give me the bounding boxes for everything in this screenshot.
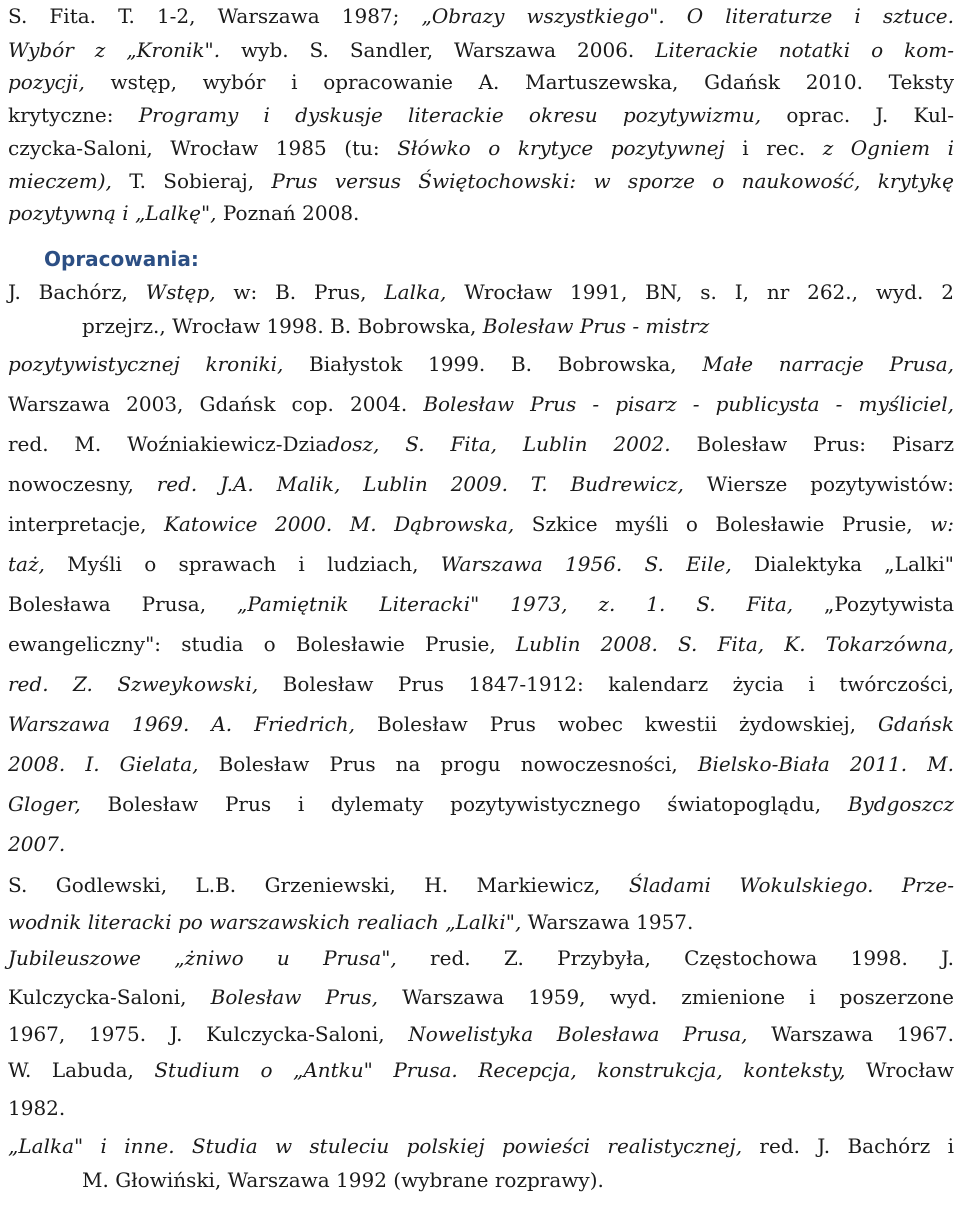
italic-text: w: <box>930 512 955 536</box>
text-line <box>8 201 954 225</box>
text-segment: Wrocław <box>845 1058 954 1082</box>
text-line <box>8 38 954 62</box>
text-segment: red. Z. Przybyła, Częstochowa 1998. J. <box>396 946 954 970</box>
text-segment: Wrocław 1991, BN, s. I, nr 262., wyd. 2 <box>446 280 954 304</box>
text-line <box>8 4 954 28</box>
italic-text: Nowelistyka Bolesława Prusa, <box>408 1022 748 1046</box>
italic-text: Śladami Wokulskiego. Prze- <box>628 873 954 897</box>
italic-text: z Ogniem i <box>822 136 954 160</box>
italic-text: red. J.A. Malik, Lublin 2009. T. Budrewicz, <box>156 472 684 496</box>
text-line <box>8 946 954 970</box>
text-segment: Kulczycka-Saloni, <box>8 985 211 1009</box>
italic-text: Bolesław Prus - pisarz - publicysta - myśliciel, <box>423 392 954 416</box>
italic-text: taż, <box>8 552 45 576</box>
text-line <box>8 169 954 193</box>
text-segment: Wiersze pozytywistów: <box>683 472 954 496</box>
text-segment: Bolesław Prus: Pisarz <box>670 432 955 456</box>
italic-text: wodnik literacki po warszawskich realiach „Lalki", <box>8 910 522 934</box>
text-segment: red. J. Bachórz i <box>742 1134 955 1158</box>
text-line <box>8 512 954 536</box>
text-line <box>8 752 954 776</box>
text-line <box>8 352 954 376</box>
text-segment: Dialektyka „Lalki" <box>731 552 954 576</box>
italic-text: Gloger, <box>8 792 81 816</box>
italic-text: Jubileuszowe „żniwo u Prusa", <box>8 946 397 970</box>
text-segment: Myśli o sprawach i ludziach, <box>44 552 441 576</box>
text-line <box>8 1096 954 1120</box>
italic-text: mieczem), <box>8 169 112 193</box>
text-segment: T. Sobieraj, <box>111 169 272 193</box>
text-segment: „Pozytywista <box>793 592 955 616</box>
italic-text: „Lalka" i inne. Studia w stuleciu polskiej powieści realistycznej, <box>8 1134 743 1158</box>
italic-text: „Pamiętnik Literacki" 1973, z. 1. S. Fita, <box>236 592 794 616</box>
italic-text: pozycji, <box>8 70 85 94</box>
text-segment: Warszawa 2003, Gdańsk cop. 2004. <box>8 392 424 416</box>
text-line <box>8 136 954 160</box>
text-segment: Poznań 2008. <box>216 201 360 225</box>
text-segment: Bolesław Prus 1847-1912: kalendarz życia i twórczości, <box>258 672 954 696</box>
text-segment: oprac. J. Kul- <box>761 103 954 127</box>
text-line <box>8 632 954 656</box>
italic-text: red. Z. Szweykowski, <box>8 672 259 696</box>
text-segment: S. Fita. T. 1-2, Warszawa 1987; <box>8 4 422 28</box>
text-segment: i rec. <box>724 136 823 160</box>
text-segment: Warszawa 1967. <box>747 1022 954 1046</box>
text-line <box>8 472 954 496</box>
italic-text: pozytywną i „Lalkę", <box>8 201 217 225</box>
text-line <box>8 1022 954 1046</box>
section-heading: Opracowania: <box>44 247 199 271</box>
text-segment: Bolesław Prus na progu nowoczesności, <box>198 752 698 776</box>
italic-text: pozytywistycznej kroniki, <box>8 352 284 376</box>
text-segment: czycka-Saloni, Wrocław 1985 (tu: <box>8 136 398 160</box>
italic-text: Słówko o krytyce pozytywnej <box>397 136 725 160</box>
italic-text: Bielsko-Biała 2011. M. <box>697 752 954 776</box>
text-line <box>8 792 954 816</box>
italic-text: Bydgoszcz <box>847 792 954 816</box>
text-line <box>82 314 954 338</box>
text-segment: Bolesław Prus i dylematy pozytywistycznego światopoglądu, <box>80 792 848 816</box>
italic-text: Gdańsk <box>878 712 954 736</box>
text-line <box>8 1134 954 1158</box>
text-segment: w: B. Prus, <box>215 280 385 304</box>
text-segment: Bolesław Prus wobec kwestii żydowskiej, <box>354 712 879 736</box>
text-line <box>8 985 954 1009</box>
text-line <box>8 70 954 94</box>
italic-text: Warszawa 1969. A. Friedrich, <box>8 712 355 736</box>
italic-text: Bolesław Prus - mistrz <box>482 314 710 338</box>
italic-text: Studium o „Antku" Prusa. Recepcja, konstrukcja, konteksty, <box>154 1058 846 1082</box>
italic-text: Warszawa 1956. S. Eile, <box>440 552 732 576</box>
text-line <box>82 1168 954 1192</box>
italic-text: Małe narracje Prusa, <box>702 352 954 376</box>
text-segment: 1982. <box>8 1096 66 1120</box>
italic-text: Prus versus Świętochowski: w sporze o naukowość, krytykę <box>271 169 954 193</box>
text-segment: nowoczesny, <box>8 472 157 496</box>
text-line <box>8 672 954 696</box>
text-segment: 1967, 1975. J. Kulczycka-Saloni, <box>8 1022 409 1046</box>
text-segment: wyb. S. Sandler, Warszawa 2006. <box>220 38 656 62</box>
text-segment: Białystok 1999. B. Bobrowska, <box>283 352 703 376</box>
text-segment: W. Labuda, <box>8 1058 155 1082</box>
text-line <box>8 392 954 416</box>
text-segment: Warszawa 1959, wyd. zmienione i poszerzone <box>378 985 955 1009</box>
text-segment: przejrz., Wrocław 1998. B. Bobrowska, <box>82 314 483 338</box>
text-segment: M. Głowiński, Warszawa 1992 (wybrane rozprawy). <box>82 1168 604 1192</box>
text-segment: Warszawa 1957. <box>521 910 694 934</box>
italic-text: 2008. I. Gielata, <box>8 752 199 776</box>
text-line <box>8 103 954 127</box>
italic-text: 2007. <box>8 832 66 856</box>
text-segment: J. Bachórz, <box>8 280 146 304</box>
text-line <box>8 1058 954 1082</box>
italic-text: Wybór z „Kronik". <box>8 38 221 62</box>
text-segment: Szkice myśli o Bolesławie Prusie, <box>514 512 931 536</box>
italic-text: „Obrazy wszystkiego". O literaturze i sztuce. <box>421 4 954 28</box>
italic-text: Programy i dyskusje literackie okresu pozytywizmu, <box>138 103 762 127</box>
text-segment: Bolesława Prusa, <box>8 592 237 616</box>
text-line <box>8 873 954 897</box>
text-segment: interpretacje, <box>8 512 164 536</box>
italic-text: dosz, S. Fita, Lublin 2002. <box>327 432 671 456</box>
text-segment: S. Godlewski, L.B. Grzeniewski, H. Markiewicz, <box>8 873 629 897</box>
text-line <box>8 280 954 304</box>
text-segment: ewangeliczny": studia o Bolesławie Prusie, <box>8 632 516 656</box>
text-line <box>8 432 954 456</box>
text-segment: wstęp, wybór i opracowanie A. Martuszewska, Gdańsk 2010. Teksty <box>84 70 954 94</box>
text-line <box>8 712 954 736</box>
italic-text: Literackie notatki o kom- <box>655 38 954 62</box>
italic-text: Bolesław Prus, <box>210 985 379 1009</box>
text-line <box>8 832 954 856</box>
italic-text: Wstęp, <box>145 280 216 304</box>
text-segment: red. M. Woźniakiewicz-Dzia <box>8 432 328 456</box>
italic-text: Lublin 2008. S. Fita, K. Tokarzówna, <box>515 632 954 656</box>
italic-text: Lalka, <box>384 280 447 304</box>
italic-text: Katowice 2000. M. Dąbrowska, <box>163 512 515 536</box>
text-line <box>8 910 954 934</box>
text-segment: krytyczne: <box>8 103 139 127</box>
text-line <box>8 552 954 576</box>
text-line <box>8 592 954 616</box>
